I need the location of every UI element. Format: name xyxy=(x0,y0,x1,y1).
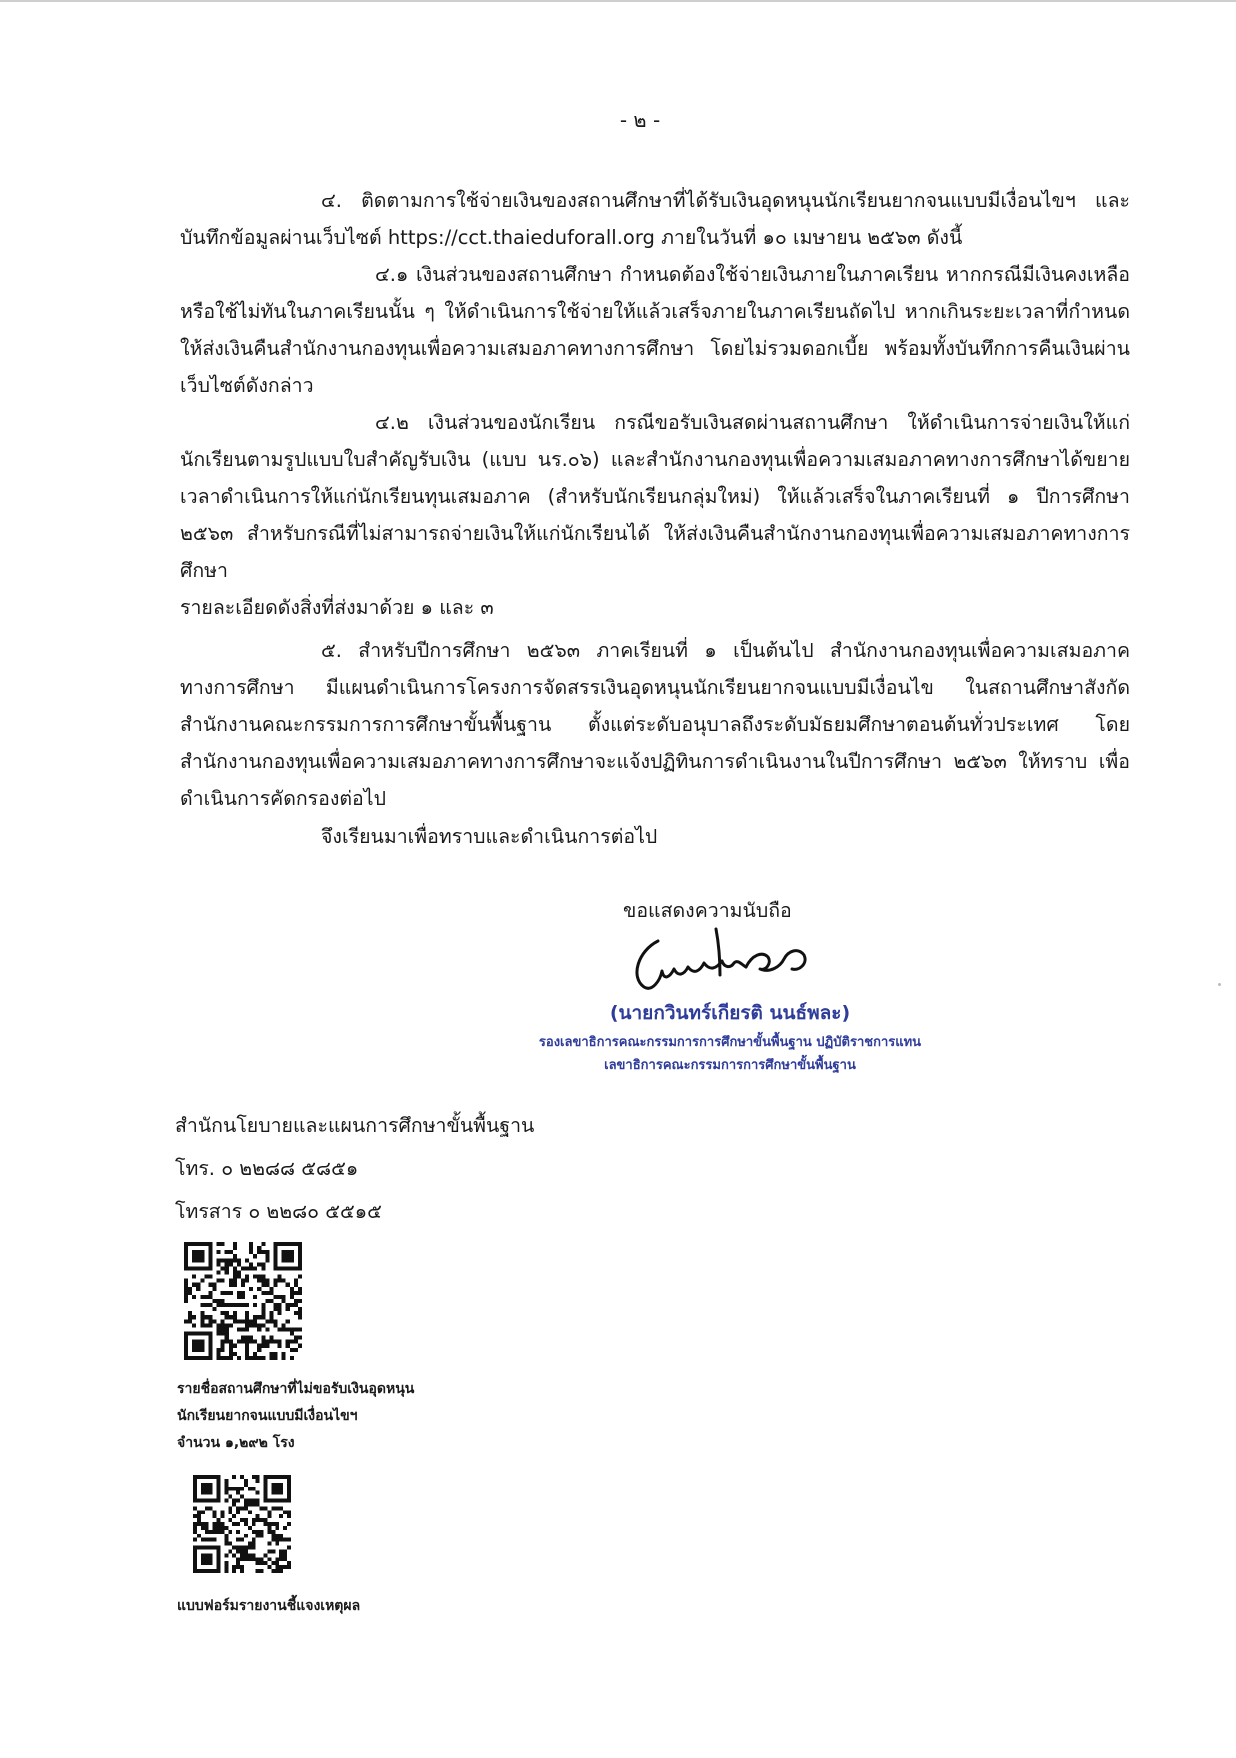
paragraph-item-5: ๕. สำหรับปีการศึกษา ๒๕๖๓ ภาคเรียนที่ ๑ เป็นต้นไป สำนักงานกองทุนเพื่อความเสมอภาคทางการศึกษา มีแผนดำเนินการโครงการจัดสรรเงินอุดหนุนนักเรียนยากจนแบบมีเงื่อนไข ในสถานศึกษาสังกัดสำนักงานคณะกรรมการการศึกษาขั้นพื้นฐาน ตั้งแต่ระดับอนุบาลถึงระดับมัธยมศึกษาตอนต้นทั่วประเทศ โดยสำนักงานกองทุนเพื่อความเสมอภาคทางการศึกษาจะแจ้งปฏิทินการดำเนินงานในปีการศึกษา ๒๕๖๓ ให้ทราบ เพื่อดำเนินการคัดกรองต่อไป xyxy=(180,639,1130,810)
paragraph-item-4-2: ๔.๒ เงินส่วนของนักเรียน กรณีขอรับเงินสดผ่านสถานศึกษา ให้ดำเนินการจ่ายเงินให้แก่นักเรียนตามรูปแบบใบสำคัญรับเงิน (แบบ นร.๐๖) และสำนักงานกองทุนเพื่อความเสมอภาคทางการศึกษาได้ขยายเวลาดำเนินการให้แก่นักเรียนทุนเสมอภาค (สำหรับนักเรียนกลุ่มใหม่) ให้แล้วเสร็จในภาคเรียนที่ ๑ ปีการศึกษา ๒๕๖๓ สำหรับกรณีที่ไม่สามารถจ่ายเงินให้แก่นักเรียนได้ ให้ส่งเงินคืนสำนักงานกองทุนเพื่อความเสมอภาคทางการศึกษา xyxy=(180,411,1130,582)
handwritten-signature xyxy=(620,925,830,1001)
qr-caption-line: แบบฟอร์มรายงานชี้แจงเหตุผล xyxy=(177,1598,361,1614)
closing-sentence: จึงเรียนมาเพื่อทราบและดำเนินการต่อไป xyxy=(321,825,658,848)
qr-caption-school-list xyxy=(177,1376,414,1457)
qr-caption-line: รายชื่อสถานศึกษาที่ไม่ขอรับเงินอุดหนุน xyxy=(177,1381,415,1397)
regards-line: ขอแสดงความนับถือ xyxy=(623,899,792,922)
signer-name: (นายกวินทร์เกียรติ นนธ์พละ) xyxy=(609,1002,851,1024)
scan-edge-line xyxy=(0,0,1236,2)
office-fax: โทรสาร ๐ ๒๒๘๐ ๕๕๑๕ xyxy=(175,1200,382,1223)
signer-block xyxy=(520,998,940,1075)
office-name: สำนักนโยบายและแผนการศึกษาขั้นพื้นฐาน xyxy=(175,1114,535,1137)
qr-code-icon[interactable] xyxy=(193,1475,291,1577)
signer-title-line-2: เลขาธิการคณะกรรมการการศึกษาขั้นพื้นฐาน xyxy=(604,1058,856,1073)
paragraph-item-4-1: ๔.๑ เงินส่วนของสถานศึกษา กำหนดต้องใช้จ่ายเงินภายในภาคเรียน หากกรณีมีเงินคงเหลือหรือใช้ไม่ทันในภาคเรียนนั้น ๆ ให้ดำเนินการใช้จ่ายให้แล้วเสร็จภายในภาคเรียนถัดไป หากเกินระยะเวลาที่กำหนด ให้ส่งเงินคืนสำนักงานกองทุนเพื่อความเสมอภาคทางการศึกษา โดยไม่รวมดอกเบี้ย พร้อมทั้งบันทึกการคืนเงินผ่านเว็บไซต์ดังกล่าว xyxy=(180,263,1130,397)
office-phone: โทร. ๐ ๒๒๘๘ ๕๘๕๑ xyxy=(175,1157,359,1180)
signer-title-line-1: รองเลขาธิการคณะกรรมการการศึกษาขั้นพื้นฐาน ปฏิบัติราชการแทน xyxy=(538,1035,922,1050)
paragraph-item-4: ๔. ติดตามการใช้จ่ายเงินของสถานศึกษาที่ได้รับเงินอุดหนุนนักเรียนยากจนแบบมีเงื่อนไขฯ และบันทึกข้อมูลผ่านเว็บไซต์ https://cct.thaieduforall.org ภายในวันที่ ๑๐ เมษายน ๒๕๖๓ ดังนี้ xyxy=(180,189,1130,249)
qr-caption-report-form xyxy=(177,1593,360,1620)
letter-body xyxy=(180,182,1130,817)
scan-speck xyxy=(1218,983,1221,986)
qr-caption-line: นักเรียนยากจนแบบมีเงื่อนไขฯ xyxy=(177,1408,358,1424)
qr-code-icon[interactable] xyxy=(184,1242,302,1364)
office-contact xyxy=(175,1104,534,1233)
page-number: - ๒ - xyxy=(619,108,661,132)
paragraph-attachment-note: รายละเอียดดังสิ่งที่ส่งมาด้วย ๑ และ ๓ xyxy=(180,596,494,619)
qr-caption-line: จำนวน ๑,๒๙๒ โรง xyxy=(177,1435,295,1451)
